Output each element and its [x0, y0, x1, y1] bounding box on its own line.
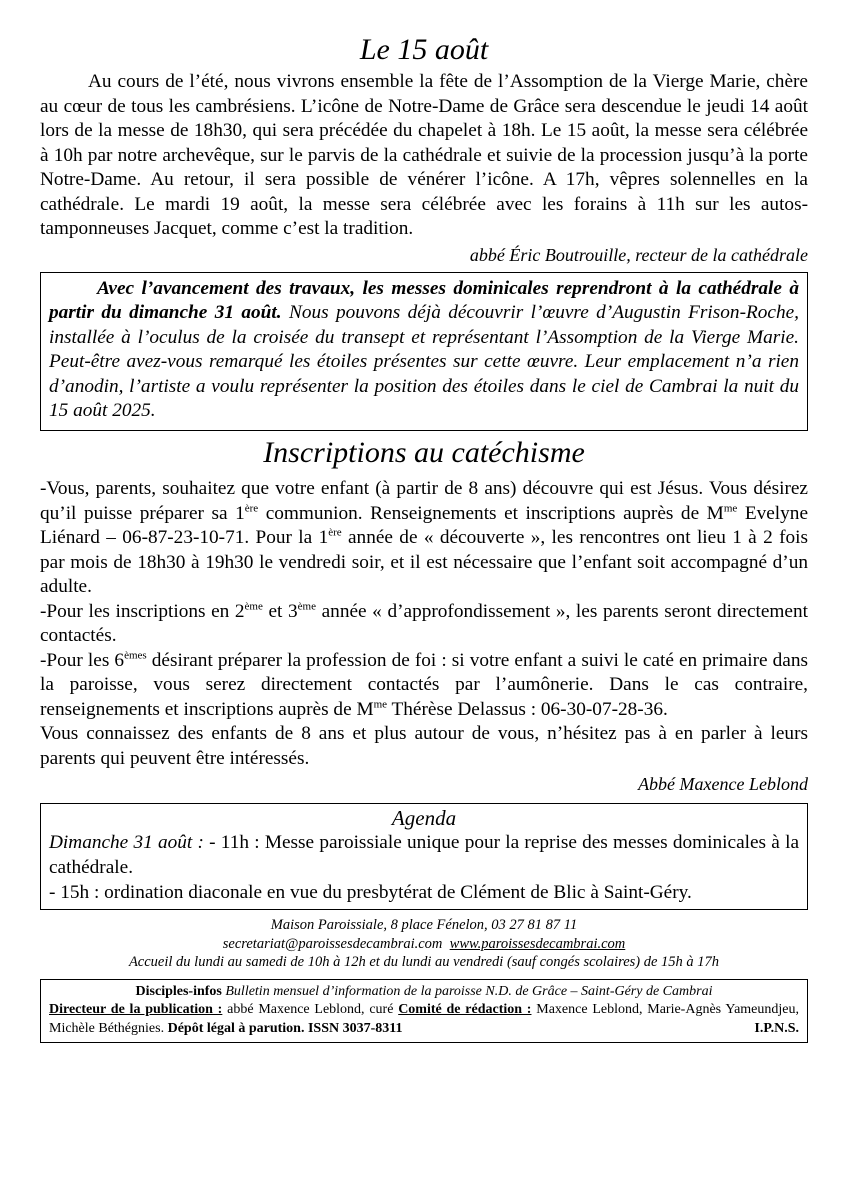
superscript: me [723, 502, 738, 515]
catechism-paragraph-1 [40, 477, 808, 600]
committee-label: Comité de rédaction : [398, 1002, 532, 1018]
contact-hours: Accueil du lundi au samedi de 10h à 12h et du lundi au vendredi (sauf congés scolaires) de 15h à 17h [128, 954, 720, 971]
text: -Pour les 6 [40, 649, 125, 671]
text: année « d’approfondissement », les parents seront directement contactés. [40, 600, 808, 647]
catechism-paragraph-4: Vous connaissez des enfants de 8 ans et plus autour de vous, n’hésitez pas à en parler à leurs parents qui peuvent être intéressés. [40, 723, 808, 769]
signature-abbe: Abbé Maxence Leblond [638, 774, 808, 795]
superscript: ère [328, 526, 342, 539]
text: désirant préparer la profession de foi : si votre enfant a suivi le caté en primaire dans la paroisse, vous serez directement contactés par l’aumônerie. Dans le cas contraire, renseignements et inscriptions auprès de M [40, 649, 809, 720]
agenda-date: Dimanche 31 août : [49, 832, 204, 854]
superscript: me [373, 698, 388, 711]
signature-rector: abbé Éric Boutrouille, recteur de la cathédrale [469, 244, 808, 265]
text: année de « découverte », les rencontres ont lieu 1 à 2 fois par mois de 18h30 à 19h30 le vendredi soir, et il est nécessaire que l’enfant soit accompagné d’un adulte. [40, 527, 808, 598]
publication-description: Bulletin mensuel d’information de la paroisse N.D. de Grâce – Saint-Géry de Cambrai [221, 983, 713, 999]
footer-line-1 [49, 983, 799, 1002]
legal-deposit: Dépôt légal à parution. ISSN 3037-8311 [167, 1020, 403, 1036]
agenda-item-2: - 15h : ordination diaconale en vue du presbytérat de Clément de Blic à Saint-Géry. [49, 882, 692, 904]
footer-line-2 [49, 1001, 799, 1038]
publication-footer [40, 979, 808, 1044]
superscript: ème [244, 600, 263, 613]
contact-line [40, 935, 808, 954]
text: Thérèse Delassus : 06-30-07-28-36. [387, 698, 668, 720]
notice-bold-text: Avec l’avancement des travaux, les messes dominicales reprendront à la cathédrale à partir du dimanche 31 août. [49, 277, 799, 324]
catechism-paragraph-3 [40, 649, 808, 723]
contact-block [40, 916, 808, 972]
agenda-box [40, 803, 808, 910]
superscript: ère [244, 502, 259, 515]
assumption-paragraph: Au cours de l’été, nous vivrons ensemble la fête de l’Assomption de la Vierge Marie, chère au cœur de tous les cambrésiens. L’icône de Notre-Dame de Grâce sera descendue le jeudi 14 août lors de la messe de 18h30, qui sera précédée du chapelet à 18h. Le 15 août, la messe sera célébrée à 10h par notre archevêque, sur le parvis de la cathédrale et suivie de la procession jusqu’à la porte Notre-Dame. Au retour, il sera possible de vénérer l’icône. A 17h, vêpres solennelles en la cathédrale. Le mardi 19 août, la messe sera célébrée avec les forains à 11h sur les autos-tamponneuses Jacquet, comme c’est la tradition. [40, 71, 808, 239]
director-name: abbé Maxence Leblond, curé [222, 1002, 399, 1018]
committee-names: Maxence Leblond, Marie-Agnès Yameundjeu, Michèle Béthégnies. [49, 1002, 799, 1036]
text: et 3 [262, 600, 298, 622]
publication-name: Disciples-infos [135, 983, 222, 999]
section-title-15-aout: Le 15 août [359, 33, 489, 66]
contact-website-link[interactable]: www.paroissesdecambrai.com [449, 935, 626, 952]
agenda-item-1 [49, 830, 799, 880]
ipns-mark: I.P.N.S. [754, 1020, 799, 1036]
superscript: èmes [124, 649, 147, 662]
text: -Pour les inscriptions en 2 [40, 600, 245, 622]
text: communion. Renseignements et inscriptions auprès de M [258, 502, 724, 524]
cathedral-notice-text [49, 277, 799, 425]
catechism-section [40, 477, 808, 797]
catechism-paragraph-2 [40, 600, 808, 649]
cathedral-notice-box [40, 272, 808, 432]
director-label: Directeur de la publication : [49, 1002, 223, 1018]
superscript: ème [297, 600, 316, 613]
text: -Vous, parents, souhaitez que votre enfant (à partir de 8 ans) découvre qui est Jésus. Vous désirez qu’il puisse préparer sa 1 [40, 478, 808, 524]
notice-text: Nous pouvons déjà découvrir l’œuvre d’Augustin Frison-Roche, installée à l’oculus de la croisée du transept et représentant l’Assomption de la Vierge Marie. Peut-être avez-vous remarqué les étoiles présentes sur cette œuvre. Leur emplacement n’a rien d’anodin, l’artiste a voulu représenter la position des étoiles dans le ciel de Cambrai la nuit du 15 août 2025. [49, 302, 799, 422]
bulletin-page [40, 30, 808, 1043]
agenda-title: Agenda [391, 806, 457, 831]
contact-address: Maison Paroissiale, 8 place Fénelon, 03 27 81 87 11 [270, 917, 578, 934]
text: Evelyne Liénard – 06-87-23-10-71. Pour la 1 [40, 502, 808, 549]
agenda-item-text: - 11h : Messe paroissiale unique pour la reprise des messes dominicales à la cathédrale. [49, 832, 799, 879]
section-title-catechisme: Inscriptions au catéchisme [263, 436, 585, 470]
contact-email[interactable]: secretariat@paroissesdecambrai.com [222, 935, 443, 952]
